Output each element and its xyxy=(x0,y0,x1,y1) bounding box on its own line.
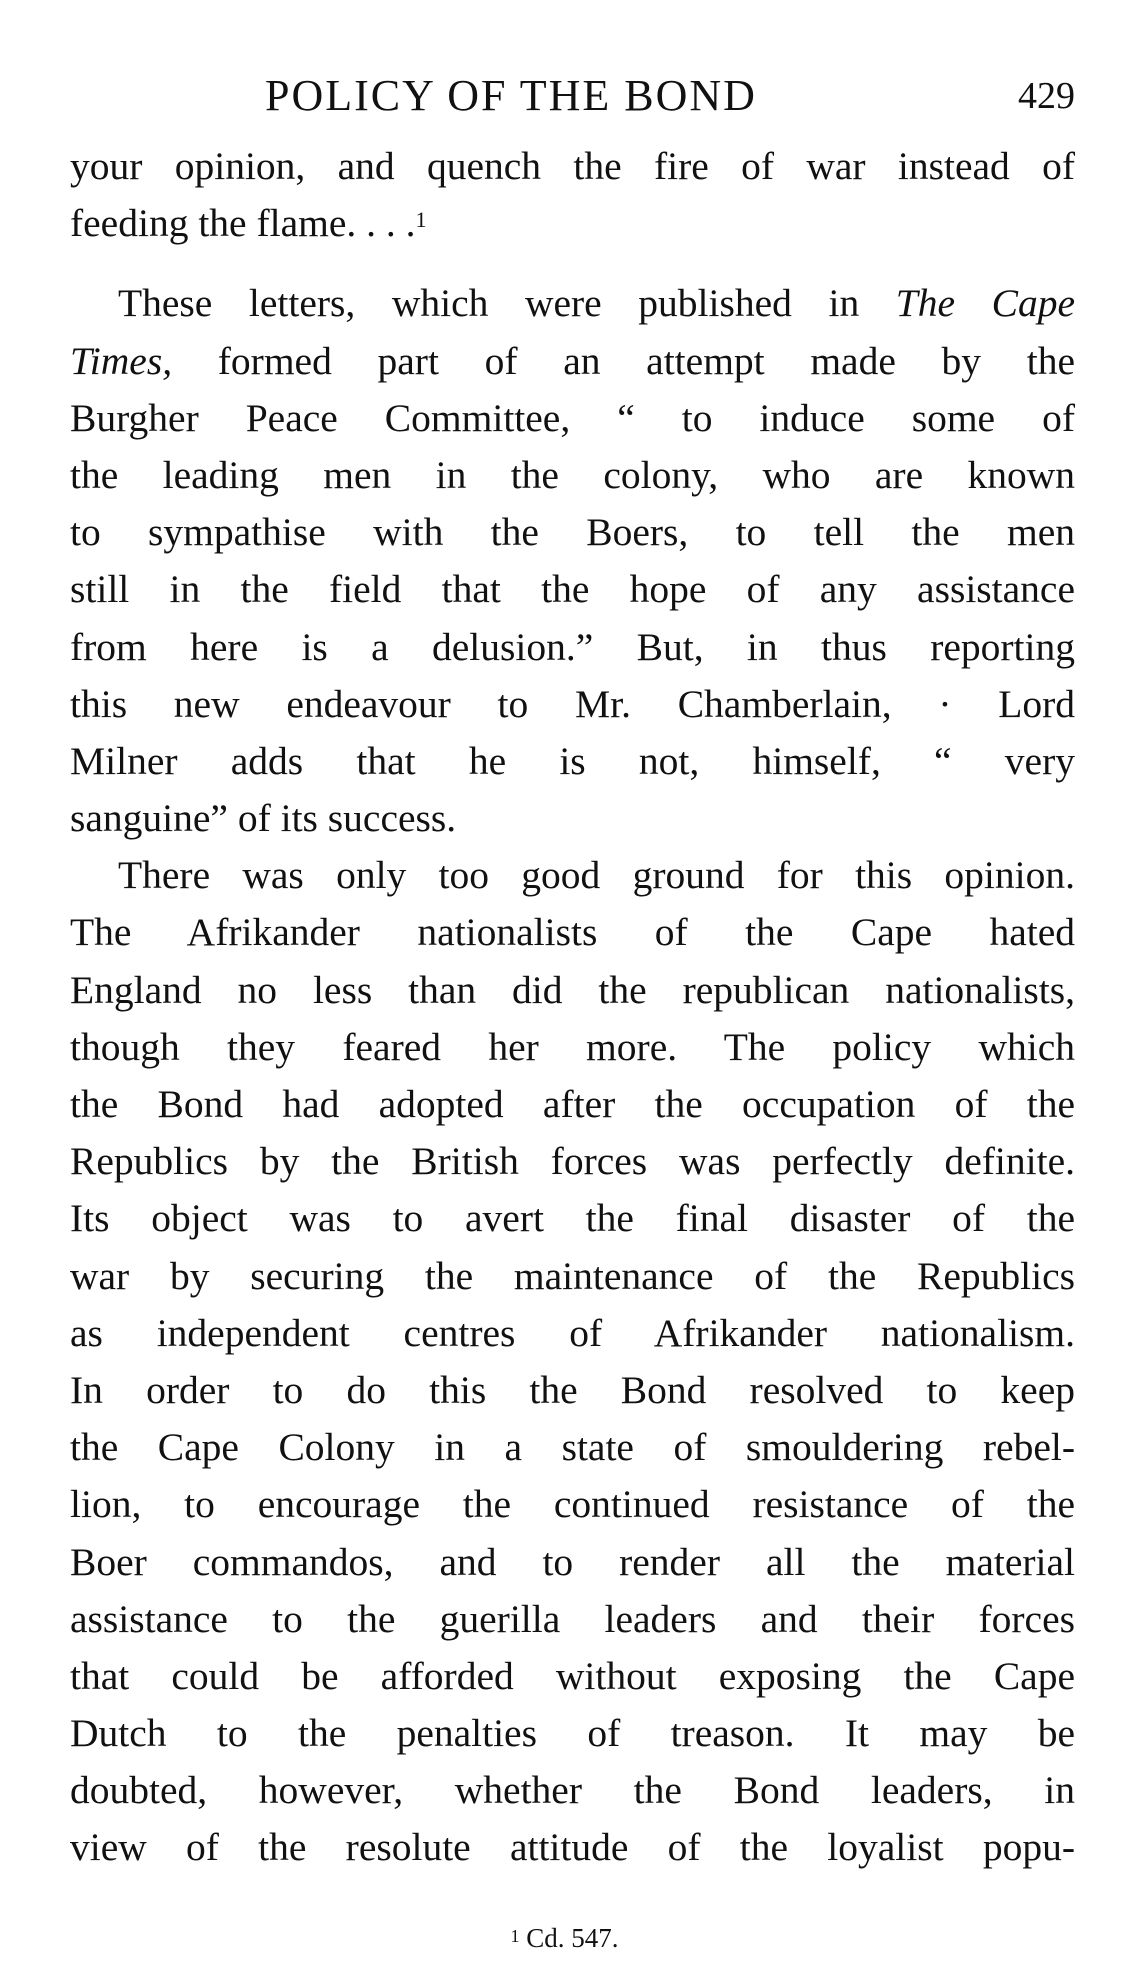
text-line: your opinion, and quench the fire of war instead of xyxy=(70,144,1075,188)
text-line: England no less than did the republican nationalists, xyxy=(70,967,1075,1012)
text-line: lion, to encourage the continued resistance of the xyxy=(70,1482,1075,1527)
text-line: Republics by the British forces was perfectly definite. xyxy=(70,1139,1075,1184)
paragraph-gap xyxy=(70,252,1075,275)
text-line: In order to do this the Bond resolved to keep xyxy=(70,1367,1075,1412)
text-line: that could be afforded without exposing the Cape xyxy=(70,1653,1075,1698)
text-line: the leading men in the colony, who are known xyxy=(70,452,1075,497)
text-line: as independent centres of Afrikander nationalism. xyxy=(70,1310,1075,1355)
body-text xyxy=(70,138,1075,1877)
text-line xyxy=(70,275,1075,332)
text-span: formed part of an attempt made by the xyxy=(172,338,1075,383)
text-span: feeding the flame. . . . xyxy=(70,201,416,246)
text-line: the Cape Colony in a state of smouldering rebel- xyxy=(70,1425,1075,1470)
footnote-number: 1 xyxy=(510,1926,520,1946)
text-line: Dutch to the penalties of treason. It may be xyxy=(70,1711,1075,1756)
text-line: the Bond had adopted after the occupation of the xyxy=(70,1082,1075,1126)
text-line: to sympathise with the Boers, to tell the men xyxy=(70,510,1075,555)
text-line: The Afrikander nationalists of the Cape hated xyxy=(70,910,1075,955)
text-line: from here is a delusion.” But, in thus reporting xyxy=(70,624,1075,669)
text-line: assistance to the guerilla leaders and their forces xyxy=(70,1596,1075,1641)
text-line: Milner adds that he is not, himself, “ very xyxy=(70,738,1075,783)
italic-title: Times, xyxy=(70,338,173,383)
text-span: These letters, which were published in xyxy=(118,281,896,326)
text-line: though they feared her more. The policy which xyxy=(70,1024,1075,1069)
text-line: still in the field that the hope of any assistance xyxy=(70,567,1075,612)
italic-title: The Cape xyxy=(895,281,1075,326)
text-line xyxy=(70,195,1075,252)
text-line: Burgher Peace Committee, “ to induce some of xyxy=(70,395,1075,440)
page-number: 429 xyxy=(1018,75,1075,117)
text-line: view of the resolute attitude of the loyalist popu- xyxy=(70,1825,1075,1870)
text-line: this new endeavour to Mr. Chamberlain, · Lord xyxy=(70,681,1075,726)
footnote-text: Cd. 547. xyxy=(526,1923,619,1953)
running-head: POLICY OF THE BOND xyxy=(265,71,757,120)
footnote-marker: 1 xyxy=(415,207,427,233)
footnote xyxy=(0,1920,1137,1956)
text-line: war by securing the maintenance of the Republics xyxy=(70,1253,1075,1298)
text-line: doubted, however, whether the Bond leaders, in xyxy=(70,1768,1075,1813)
text-line: There was only too good ground for this opinion. xyxy=(118,853,1075,898)
page-header xyxy=(70,66,1075,126)
text-line: Its object was to avert the final disaster of the xyxy=(70,1196,1075,1241)
text-line: Boer commandos, and to render all the material xyxy=(70,1539,1075,1584)
text-line xyxy=(70,333,1075,390)
text-line: sanguine” of its success. xyxy=(70,796,457,841)
